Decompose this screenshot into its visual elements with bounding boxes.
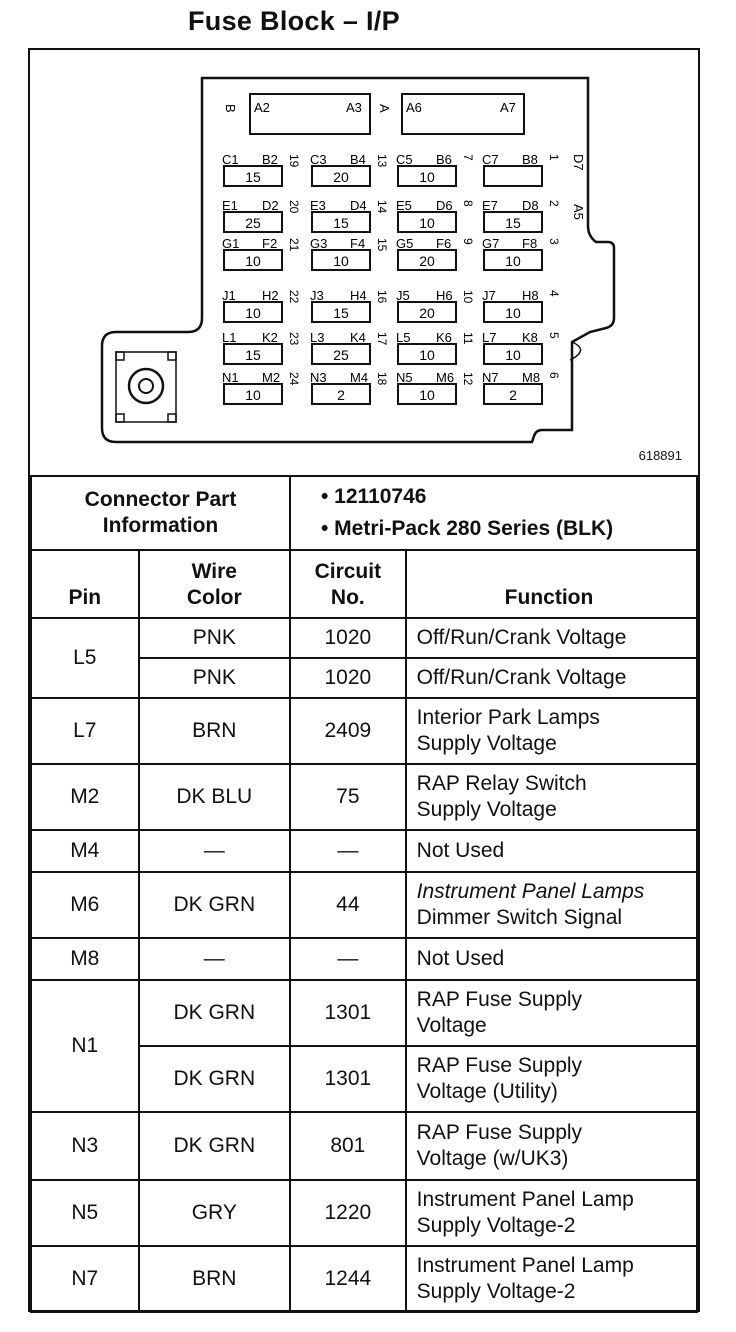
wire-color-cell: GRY	[139, 1180, 290, 1246]
function-cell: RAP Relay Switch Supply Voltage	[406, 764, 697, 830]
fuse-amperage: 10	[245, 387, 261, 403]
fuse-amperage: 10	[419, 387, 435, 403]
cavity-label: A6	[406, 100, 422, 115]
col-pin: Pin	[31, 550, 139, 618]
fuse-slot	[484, 166, 542, 186]
fuse-cavity-label: B2	[262, 152, 278, 167]
fuse-number: 19	[287, 154, 301, 168]
fuse-number: 20	[287, 200, 301, 214]
fuse-cavity-label: E1	[222, 198, 238, 213]
connector-info-row	[31, 476, 697, 550]
fuse-amperage: 10	[419, 215, 435, 231]
fuse-amperage: 10	[505, 253, 521, 269]
function-cell: Not Used	[406, 830, 697, 872]
wire-color-cell: —	[139, 938, 290, 980]
wire-color-cell: DK GRN	[139, 1112, 290, 1180]
fuse-number: 1	[547, 154, 561, 161]
table-row	[31, 1112, 697, 1180]
housing-outline	[102, 78, 614, 442]
circuit-cell: 1301	[290, 1046, 406, 1112]
fuse-cavity-label: F2	[262, 236, 278, 251]
fuse-amperage: 15	[333, 215, 349, 231]
fuse-number: 9	[461, 238, 475, 245]
fuse-cavity-label: H2	[262, 288, 279, 303]
part-number: • 12110746	[321, 485, 427, 508]
cavity-label: A7	[500, 100, 516, 115]
bolt-icon	[129, 369, 163, 403]
pin-cell: M4	[31, 830, 139, 872]
table-row	[31, 938, 697, 980]
pin-cell: M2	[31, 764, 139, 830]
function-cell: RAP Fuse Supply Voltage	[406, 980, 697, 1046]
col-circuit-no: Circuit No.	[290, 550, 406, 618]
fuse-number: 2	[547, 200, 561, 207]
fuse-cavity-label: M4	[350, 370, 369, 385]
fuse-cavity-label: L3	[310, 330, 325, 345]
fuse-amperage: 25	[333, 347, 349, 363]
fuse-cavity-label: C5	[396, 152, 413, 167]
fuse-amperage: 10	[245, 305, 261, 321]
fuse-number: 14	[375, 200, 389, 214]
fuse-amperage: 10	[419, 169, 435, 185]
fuse-amperage: 2	[509, 387, 517, 403]
function-cell: RAP Fuse Supply Voltage (Utility)	[406, 1046, 697, 1112]
wire-color-cell: PNK	[139, 658, 290, 698]
fuse-cavity-label: L1	[222, 330, 237, 345]
fuse-number: 3	[547, 238, 561, 245]
fuse-grid	[222, 152, 561, 404]
fuse-cavity-label: B4	[350, 152, 366, 167]
document-frame	[28, 48, 700, 1312]
function-cell: RAP Fuse Supply Voltage (w/UK3)	[406, 1112, 697, 1180]
pin-cell: N3	[31, 1112, 139, 1180]
fuse-cavity-label: G1	[222, 236, 240, 251]
cavity-label: A3	[346, 100, 362, 115]
fuse-cavity-label: H4	[350, 288, 367, 303]
fuse-cavity-label: B8	[522, 152, 538, 167]
fuse-amperage: 15	[245, 169, 261, 185]
fuse-amperage: 10	[419, 347, 435, 363]
table-row	[31, 764, 697, 830]
fuse-cavity-label: M2	[262, 370, 281, 385]
fuse-cavity-label: K6	[436, 330, 452, 345]
pin-cell: M8	[31, 938, 139, 980]
circuit-cell: 2409	[290, 698, 406, 764]
circuit-cell: —	[290, 830, 406, 872]
side-label-a5: A5	[571, 204, 586, 220]
figure-number: 618891	[638, 448, 682, 463]
fuse-amperage: 20	[419, 305, 435, 321]
fuse-number: 8	[461, 200, 475, 207]
table-row	[31, 698, 697, 764]
pin-cell: M6	[31, 872, 139, 938]
fuse-amperage: 20	[419, 253, 435, 269]
fuse-amperage: 10	[333, 253, 349, 269]
fuse-cavity-label: D4	[350, 198, 367, 213]
fuse-cavity-label: N5	[396, 370, 413, 385]
side-label-d7: D7	[571, 154, 586, 171]
fuse-number: 6	[547, 372, 561, 379]
fuse-amperage: 2	[337, 387, 345, 403]
table-row	[31, 872, 697, 938]
circuit-cell: 44	[290, 872, 406, 938]
fuse-cavity-label: E7	[482, 198, 498, 213]
circuit-cell: 1244	[290, 1246, 406, 1312]
fuse-number: 23	[287, 332, 301, 346]
fuse-cavity-label: C7	[482, 152, 499, 167]
mounting-bolt-housing	[116, 352, 176, 422]
fuse-amperage: 10	[245, 253, 261, 269]
fuse-cavity-label: K8	[522, 330, 538, 345]
fuse-cavity-label: C1	[222, 152, 239, 167]
wire-color-cell: —	[139, 830, 290, 872]
column-header-row	[31, 550, 697, 618]
fuse-cavity-label: H6	[436, 288, 453, 303]
fuse-cavity-label: J1	[222, 288, 236, 303]
fuse-block-diagram	[30, 50, 698, 476]
table-row	[31, 1246, 697, 1312]
table-row	[31, 618, 697, 658]
fuse-amperage: 15	[333, 305, 349, 321]
connector-info-label: Connector Part Information	[31, 476, 290, 550]
fuse-cavity-label: L7	[482, 330, 497, 345]
function-cell: Instrument Panel Lamp Supply Voltage-2	[406, 1180, 697, 1246]
cavity-a-label: A	[377, 104, 392, 113]
fuse-cavity-label: F6	[436, 236, 452, 251]
wire-color-cell: BRN	[139, 698, 290, 764]
fuse-cavity-label: J3	[310, 288, 324, 303]
col-function: Function	[406, 550, 697, 618]
fuse-cavity-label: G5	[396, 236, 414, 251]
circuit-cell: 75	[290, 764, 406, 830]
function-cell: Not Used	[406, 938, 697, 980]
fuse-cavity-label: B6	[436, 152, 452, 167]
fuse-cavity-label: C3	[310, 152, 327, 167]
fuse-cavity-label: D2	[262, 198, 279, 213]
fuse-cavity-label: G3	[310, 236, 328, 251]
fuse-number: 15	[375, 238, 389, 252]
fuse-cavity-label: G7	[482, 236, 500, 251]
col-wire-color: Wire Color	[139, 550, 290, 618]
fuse-cavity-label: L5	[396, 330, 411, 345]
function-cell: Instrument Panel Lamps Dimmer Switch Signal	[406, 872, 697, 938]
pin-cell: N5	[31, 1180, 139, 1246]
fuse-number: 21	[287, 238, 301, 252]
fuse-cavity-label: N7	[482, 370, 499, 385]
fuse-amperage: 10	[505, 305, 521, 321]
fuse-cavity-label: D6	[436, 198, 453, 213]
pin-cell: L7	[31, 698, 139, 764]
fuse-cavity-label: K2	[262, 330, 278, 345]
function-cell: Off/Run/Crank Voltage	[406, 658, 697, 698]
connector-table	[30, 475, 698, 1313]
fuse-number: 4	[547, 290, 561, 297]
connector-info-values	[290, 476, 697, 550]
cavity-b-label: B	[223, 104, 238, 113]
fuse-amperage: 10	[505, 347, 521, 363]
fuse-number: 12	[461, 372, 475, 386]
table-row	[31, 830, 697, 872]
table-row	[31, 980, 697, 1046]
fuse-cavity-label: M6	[436, 370, 455, 385]
page-title: Fuse Block – I/P	[188, 6, 400, 36]
fuse-number: 10	[461, 290, 475, 304]
fuse-cavity-label: E5	[396, 198, 412, 213]
fuse-number: 24	[287, 372, 301, 386]
fuse-cavity-label: M8	[522, 370, 541, 385]
connector-series: • Metri-Pack 280 Series (BLK)	[321, 517, 614, 540]
pin-cell: L5	[31, 618, 139, 698]
circuit-cell: 1301	[290, 980, 406, 1046]
circuit-cell: —	[290, 938, 406, 980]
fuse-cavity-label: N1	[222, 370, 239, 385]
fuse-cavity-label: J7	[482, 288, 496, 303]
fuse-number: 17	[375, 332, 389, 346]
fuse-number: 11	[461, 332, 475, 345]
fuse-amperage: 25	[245, 215, 261, 231]
wire-color-cell: DK GRN	[139, 1046, 290, 1112]
fuse-number: 7	[461, 154, 475, 161]
circuit-cell: 1020	[290, 658, 406, 698]
function-cell: Interior Park Lamps Supply Voltage	[406, 698, 697, 764]
wire-color-cell: DK BLU	[139, 764, 290, 830]
fuse-amperage: 15	[245, 347, 261, 363]
fuse-amperage: 15	[505, 215, 521, 231]
fuse-cavity-label: F4	[350, 236, 366, 251]
fuse-amperage: 20	[333, 169, 349, 185]
function-cell: Instrument Panel Lamp Supply Voltage-2	[406, 1246, 697, 1312]
fuse-number: 16	[375, 290, 389, 304]
fuse-number: 22	[287, 290, 301, 304]
circuit-cell: 1020	[290, 618, 406, 658]
fuse-cavity-label: F8	[522, 236, 538, 251]
table-row	[31, 1180, 697, 1246]
wire-color-cell: PNK	[139, 618, 290, 658]
fuse-cavity-label: K4	[350, 330, 366, 345]
pin-cell: N7	[31, 1246, 139, 1312]
pin-cell: N1	[31, 980, 139, 1112]
circuit-cell: 801	[290, 1112, 406, 1180]
fuse-number: 18	[375, 372, 389, 386]
wire-color-cell: BRN	[139, 1246, 290, 1312]
cavity-label: A2	[254, 100, 270, 115]
function-cell: Off/Run/Crank Voltage	[406, 618, 697, 658]
fuse-cavity-label: H8	[522, 288, 539, 303]
fuse-cavity-label: J5	[396, 288, 410, 303]
fuse-number: 5	[547, 332, 561, 339]
fuse-number: 13	[375, 154, 389, 168]
circuit-cell: 1220	[290, 1180, 406, 1246]
wire-color-cell: DK GRN	[139, 980, 290, 1046]
wire-color-cell: DK GRN	[139, 872, 290, 938]
fuse-cavity-label: E3	[310, 198, 326, 213]
fuse-cavity-label: N3	[310, 370, 327, 385]
fuse-cavity-label: D8	[522, 198, 539, 213]
